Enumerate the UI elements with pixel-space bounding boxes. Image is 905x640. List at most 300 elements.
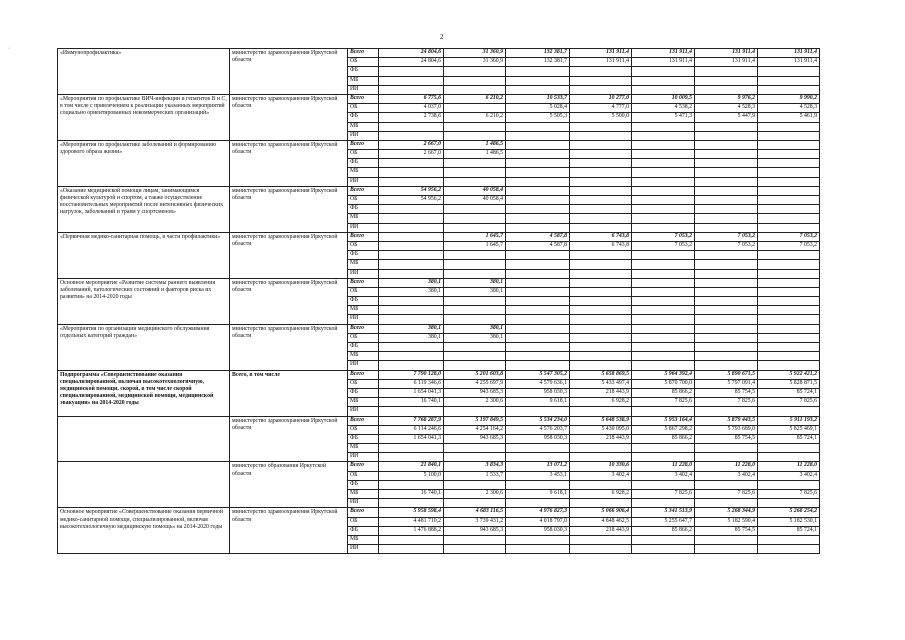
- amount-cell: [632, 407, 695, 416]
- amount-cell: [379, 241, 444, 250]
- funding-source-cell: ОБ: [348, 58, 379, 67]
- amount-cell: [695, 159, 758, 168]
- table-row: [58, 94, 820, 103]
- amount-cell: [379, 177, 444, 186]
- funding-source-cell: МБ: [348, 214, 379, 223]
- amount-cell: [444, 444, 506, 453]
- budget-table: [57, 48, 820, 554]
- amount-cell: 5 879 443,5: [695, 416, 758, 425]
- funding-source-cell: МБ: [348, 306, 379, 315]
- executor-cell: министерство здравоохранения Иркутской области: [230, 140, 348, 186]
- amount-cell: 5 433 497,4: [570, 379, 632, 388]
- amount-cell: [444, 407, 506, 416]
- amount-cell: [758, 361, 820, 370]
- amount-cell: [570, 324, 632, 333]
- amount-cell: 131 911,4: [570, 49, 632, 58]
- amount-cell: 5 066 906,4: [570, 508, 632, 517]
- amount-cell: [632, 85, 695, 94]
- amount-cell: [570, 168, 632, 177]
- amount-cell: [379, 343, 444, 352]
- amount-cell: [695, 168, 758, 177]
- amount-cell: 958 030,3: [506, 388, 570, 397]
- amount-cell: 5 922 421,2: [758, 370, 820, 379]
- amount-cell: 6 775,6: [379, 94, 444, 103]
- amount-cell: 6 210,2: [444, 94, 506, 103]
- amount-cell: 2 667,0: [379, 150, 444, 159]
- amount-cell: 4 777,0: [570, 104, 632, 113]
- amount-cell: [632, 535, 695, 544]
- amount-cell: 6 928,2: [570, 398, 632, 407]
- amount-cell: 7 053,2: [758, 232, 820, 241]
- amount-cell: [506, 140, 570, 149]
- amount-cell: [506, 85, 570, 94]
- amount-cell: [695, 131, 758, 140]
- funding-source-cell: ОБ: [348, 517, 379, 526]
- amount-cell: [444, 251, 506, 260]
- amount-cell: [570, 131, 632, 140]
- amount-cell: 40 058,4: [444, 186, 506, 195]
- amount-cell: [695, 315, 758, 324]
- amount-cell: [695, 352, 758, 361]
- amount-cell: [570, 177, 632, 186]
- amount-cell: [506, 343, 570, 352]
- amount-cell: [570, 361, 632, 370]
- funding-source-cell: МБ: [348, 352, 379, 361]
- amount-cell: 5 911 193,2: [758, 416, 820, 425]
- amount-cell: 6 119 346,6: [379, 379, 444, 388]
- amount-cell: [570, 480, 632, 489]
- amount-cell: 5 964 392,4: [632, 370, 695, 379]
- amount-cell: [379, 407, 444, 416]
- amount-cell: [758, 287, 820, 296]
- amount-cell: 4 255 697,9: [444, 379, 506, 388]
- funding-source-cell: ИИ: [348, 361, 379, 370]
- amount-cell: [758, 223, 820, 232]
- executor-cell: министерство здравоохранения Иркутской области: [230, 508, 348, 554]
- amount-cell: [506, 205, 570, 214]
- amount-cell: 1 645,7: [444, 232, 506, 241]
- funding-source-cell: Всего: [348, 462, 379, 471]
- amount-cell: 380,1: [379, 287, 444, 296]
- amount-cell: [632, 150, 695, 159]
- amount-cell: [632, 168, 695, 177]
- amount-cell: 2 300,6: [444, 490, 506, 499]
- amount-cell: [632, 499, 695, 508]
- measure-name-cell: Подпрограмма «Совершенствование оказания специализированной, включая высокотехнологичную, медицинской помощи, скорой, в том числе скорой специализированной, медицинской помощи, медицинской эвакуации» на 2014-2020 годы: [58, 370, 230, 416]
- amount-cell: 7 053,2: [632, 232, 695, 241]
- amount-cell: [444, 223, 506, 232]
- amount-cell: 943 685,3: [444, 388, 506, 397]
- amount-cell: [506, 177, 570, 186]
- amount-cell: 7 825,6: [758, 398, 820, 407]
- amount-cell: [695, 76, 758, 85]
- amount-cell: [632, 196, 695, 205]
- amount-cell: 4 579 636,1: [506, 379, 570, 388]
- amount-cell: [758, 76, 820, 85]
- amount-cell: 7 053,2: [632, 241, 695, 250]
- amount-cell: 10 277,0: [570, 94, 632, 103]
- amount-cell: [444, 260, 506, 269]
- measure-name-cell: «Мероприятия по профилактике ВИЧ-инфекции и гепатитов В и С, в том числе с привлечением к реализации указанных мероприятий социально ориентированных некоммерческих организаций»: [58, 94, 230, 140]
- amount-cell: [506, 444, 570, 453]
- amount-cell: [444, 214, 506, 223]
- amount-cell: [632, 269, 695, 278]
- funding-source-cell: ОБ: [348, 241, 379, 250]
- amount-cell: [444, 535, 506, 544]
- amount-cell: 16 740,1: [379, 398, 444, 407]
- amount-cell: [444, 269, 506, 278]
- amount-cell: [758, 140, 820, 149]
- amount-cell: 6 210,2: [444, 113, 506, 122]
- funding-source-cell: ИИ: [348, 85, 379, 94]
- amount-cell: 218 443,9: [570, 434, 632, 443]
- amount-cell: [570, 122, 632, 131]
- amount-cell: 5 867 298,2: [632, 425, 695, 434]
- amount-cell: [506, 214, 570, 223]
- amount-cell: [444, 306, 506, 315]
- amount-cell: [379, 223, 444, 232]
- measure-name-cell: Основное мероприятие «Совершенствование оказания первичной медико-санитарной помощи, специализированной, включая высокотехнологичную медицинскую помощь» на 2014-2020 годы: [58, 508, 230, 554]
- amount-cell: [570, 306, 632, 315]
- amount-cell: 11 228,0: [758, 462, 820, 471]
- amount-cell: 5 890 671,5: [695, 370, 758, 379]
- amount-cell: [632, 352, 695, 361]
- amount-cell: 943 685,3: [444, 434, 506, 443]
- amount-cell: [506, 223, 570, 232]
- amount-cell: 9 618,1: [506, 398, 570, 407]
- amount-cell: [758, 67, 820, 76]
- amount-cell: [506, 306, 570, 315]
- funding-source-cell: ФБ: [348, 297, 379, 306]
- amount-cell: [379, 214, 444, 223]
- amount-cell: 380,1: [444, 333, 506, 342]
- amount-cell: 131 911,4: [632, 58, 695, 67]
- amount-cell: [506, 545, 570, 554]
- amount-cell: 7 768 287,9: [379, 416, 444, 425]
- amount-cell: [506, 324, 570, 333]
- amount-cell: [506, 122, 570, 131]
- amount-cell: [758, 315, 820, 324]
- amount-cell: [632, 76, 695, 85]
- amount-cell: [570, 407, 632, 416]
- amount-cell: 132 381,7: [506, 58, 570, 67]
- funding-source-cell: Всего: [348, 49, 379, 58]
- funding-source-cell: ОБ: [348, 196, 379, 205]
- amount-cell: 2 738,6: [379, 113, 444, 122]
- amount-cell: 85 724,1: [758, 388, 820, 397]
- amount-cell: [632, 159, 695, 168]
- amount-cell: [632, 205, 695, 214]
- amount-cell: 6 928,2: [570, 490, 632, 499]
- amount-cell: 10 330,6: [570, 462, 632, 471]
- amount-cell: [570, 76, 632, 85]
- table-row: [58, 49, 820, 58]
- amount-cell: [506, 480, 570, 489]
- amount-cell: [444, 76, 506, 85]
- amount-cell: [570, 196, 632, 205]
- amount-cell: [758, 407, 820, 416]
- funding-source-cell: ИИ: [348, 269, 379, 278]
- amount-cell: [695, 67, 758, 76]
- amount-cell: 5 268 254,2: [758, 508, 820, 517]
- amount-cell: [758, 453, 820, 462]
- amount-cell: 5 182 590,4: [695, 517, 758, 526]
- amount-cell: [379, 361, 444, 370]
- amount-cell: [444, 499, 506, 508]
- amount-cell: 131 911,4: [570, 58, 632, 67]
- amount-cell: [570, 251, 632, 260]
- executor-cell: министерство здравоохранения Иркутской области: [230, 49, 348, 95]
- amount-cell: [570, 287, 632, 296]
- amount-cell: [506, 535, 570, 544]
- funding-source-cell: ОБ: [348, 150, 379, 159]
- table-row: [58, 508, 820, 517]
- amount-cell: [758, 324, 820, 333]
- amount-cell: [506, 67, 570, 76]
- amount-cell: [506, 196, 570, 205]
- measure-name-cell: «Мероприятия по профилактике заболеваний и формированию здорового образа жизни»: [58, 140, 230, 186]
- amount-cell: 6 743,8: [570, 241, 632, 250]
- amount-cell: 54 956,2: [379, 196, 444, 205]
- measure-name-cell: Основное мероприятие «Развитие системы раннего выявления заболеваний, патологических состояний и факторов риска их развития» на 2014-2020 годы: [58, 278, 230, 324]
- amount-cell: [444, 361, 506, 370]
- amount-cell: [570, 499, 632, 508]
- amount-cell: [570, 159, 632, 168]
- amount-cell: 958 030,3: [506, 526, 570, 535]
- amount-cell: [506, 168, 570, 177]
- measure-name-cell: «Первичная медико-санитарная помощь, в части профилактики»: [58, 232, 230, 278]
- amount-cell: [758, 333, 820, 342]
- amount-cell: [695, 205, 758, 214]
- amount-cell: [506, 499, 570, 508]
- amount-cell: [506, 186, 570, 195]
- amount-cell: [444, 205, 506, 214]
- amount-cell: 5 100,0: [379, 471, 444, 480]
- funding-source-cell: ИИ: [348, 315, 379, 324]
- amount-cell: [758, 186, 820, 195]
- amount-cell: 380,1: [379, 333, 444, 342]
- amount-cell: 943 685,3: [444, 526, 506, 535]
- amount-cell: [379, 159, 444, 168]
- amount-cell: [758, 499, 820, 508]
- funding-source-cell: ИИ: [348, 407, 379, 416]
- funding-source-cell: МБ: [348, 398, 379, 407]
- amount-cell: [758, 278, 820, 287]
- amount-cell: [632, 67, 695, 76]
- amount-cell: [758, 535, 820, 544]
- amount-cell: 13 071,2: [506, 462, 570, 471]
- amount-cell: 380,1: [379, 278, 444, 287]
- amount-cell: 5 505,3: [506, 113, 570, 122]
- funding-source-cell: ФБ: [348, 159, 379, 168]
- amount-cell: 5 828 871,5: [758, 379, 820, 388]
- amount-cell: 54 956,2: [379, 186, 444, 195]
- amount-cell: 5 268 344,9: [695, 508, 758, 517]
- amount-cell: [570, 140, 632, 149]
- executor-cell: Всего, в том числе: [230, 370, 348, 416]
- amount-cell: 5 547 305,2: [506, 370, 570, 379]
- amount-cell: [758, 214, 820, 223]
- amount-cell: 1 486,5: [444, 140, 506, 149]
- funding-source-cell: Всего: [348, 278, 379, 287]
- funding-source-cell: Всего: [348, 94, 379, 103]
- amount-cell: [758, 306, 820, 315]
- amount-cell: 9 976,2: [695, 94, 758, 103]
- amount-cell: [506, 453, 570, 462]
- amount-cell: 31 360,9: [444, 58, 506, 67]
- amount-cell: 3 453,1: [506, 471, 570, 480]
- amount-cell: [570, 223, 632, 232]
- funding-source-cell: ОБ: [348, 471, 379, 480]
- table-row: [58, 186, 820, 195]
- amount-cell: [570, 343, 632, 352]
- amount-cell: 5 500,0: [570, 113, 632, 122]
- funding-source-cell: МБ: [348, 76, 379, 85]
- amount-cell: [758, 122, 820, 131]
- funding-source-cell: ФБ: [348, 434, 379, 443]
- funding-source-cell: ИИ: [348, 177, 379, 186]
- amount-cell: [632, 444, 695, 453]
- funding-source-cell: ФБ: [348, 205, 379, 214]
- amount-cell: 85 866,2: [632, 526, 695, 535]
- amount-cell: [570, 297, 632, 306]
- amount-cell: [632, 122, 695, 131]
- amount-cell: [695, 150, 758, 159]
- amount-cell: [632, 278, 695, 287]
- amount-cell: [632, 223, 695, 232]
- amount-cell: [379, 545, 444, 554]
- amount-cell: [632, 306, 695, 315]
- amount-cell: [506, 287, 570, 296]
- amount-cell: 7 825,6: [632, 398, 695, 407]
- amount-cell: 3 402,4: [695, 471, 758, 480]
- amount-cell: [632, 131, 695, 140]
- funding-source-cell: ИИ: [348, 131, 379, 140]
- funding-source-cell: ИИ: [348, 499, 379, 508]
- amount-cell: [695, 177, 758, 186]
- amount-cell: 4 848 462,5: [570, 517, 632, 526]
- funding-source-cell: ФБ: [348, 480, 379, 489]
- amount-cell: 85 754,5: [695, 388, 758, 397]
- amount-cell: 4 528,3: [695, 104, 758, 113]
- amount-cell: [632, 186, 695, 195]
- amount-cell: 958 030,3: [506, 434, 570, 443]
- table-row: [58, 324, 820, 333]
- amount-cell: 5 953 164,4: [632, 416, 695, 425]
- amount-cell: 5 534 234,0: [506, 416, 570, 425]
- amount-cell: [695, 324, 758, 333]
- funding-source-cell: Всего: [348, 232, 379, 241]
- funding-source-cell: ОБ: [348, 425, 379, 434]
- executor-cell: министерство здравоохранения Иркутской области: [230, 278, 348, 324]
- amount-cell: 131 911,4: [695, 58, 758, 67]
- funding-source-cell: МБ: [348, 535, 379, 544]
- amount-cell: 4 587,8: [506, 232, 570, 241]
- funding-source-cell: ОБ: [348, 379, 379, 388]
- amount-cell: [379, 306, 444, 315]
- amount-cell: [570, 205, 632, 214]
- amount-cell: [758, 85, 820, 94]
- amount-cell: 9 618,1: [506, 490, 570, 499]
- amount-cell: [695, 196, 758, 205]
- amount-cell: [570, 186, 632, 195]
- amount-cell: [632, 545, 695, 554]
- executor-cell: министерство здравоохранения Иркутской области: [230, 416, 348, 462]
- amount-cell: 7 825,6: [695, 398, 758, 407]
- amount-cell: [444, 168, 506, 177]
- amount-cell: [570, 150, 632, 159]
- amount-cell: [758, 297, 820, 306]
- amount-cell: [570, 444, 632, 453]
- amount-cell: [444, 315, 506, 324]
- funding-source-cell: ОБ: [348, 104, 379, 113]
- amount-cell: [506, 333, 570, 342]
- amount-cell: [506, 315, 570, 324]
- amount-cell: 9 990,2: [758, 94, 820, 103]
- amount-cell: 5 797 091,4: [695, 379, 758, 388]
- amount-cell: [695, 333, 758, 342]
- amount-cell: [379, 122, 444, 131]
- amount-cell: 5 648 538,9: [570, 416, 632, 425]
- amount-cell: [379, 453, 444, 462]
- amount-cell: 4 254 164,2: [444, 425, 506, 434]
- amount-cell: [444, 104, 506, 113]
- amount-cell: [570, 278, 632, 287]
- corner-mark: ·: [8, 46, 10, 52]
- amount-cell: [695, 278, 758, 287]
- amount-cell: 5 825 469,1: [758, 425, 820, 434]
- amount-cell: 380,1: [379, 324, 444, 333]
- amount-cell: 4 587,8: [506, 241, 570, 250]
- amount-cell: [379, 85, 444, 94]
- amount-cell: [695, 214, 758, 223]
- amount-cell: [632, 315, 695, 324]
- amount-cell: 1 654 041,3: [379, 388, 444, 397]
- amount-cell: [379, 315, 444, 324]
- amount-cell: 4 683 116,5: [444, 508, 506, 517]
- amount-cell: [506, 150, 570, 159]
- funding-source-cell: Всего: [348, 186, 379, 195]
- amount-cell: 7 825,6: [695, 490, 758, 499]
- amount-cell: [632, 297, 695, 306]
- measure-name-cell: «Иммунопрофилактика»: [58, 49, 230, 95]
- amount-cell: 2 300,6: [444, 398, 506, 407]
- executor-cell: министерство здравоохранения Иркутской области: [230, 324, 348, 370]
- funding-source-cell: ФБ: [348, 113, 379, 122]
- amount-cell: [379, 168, 444, 177]
- table-row: [58, 232, 820, 241]
- amount-cell: 85 866,2: [632, 434, 695, 443]
- amount-cell: [632, 343, 695, 352]
- funding-source-cell: МБ: [348, 168, 379, 177]
- amount-cell: 10 009,5: [632, 94, 695, 103]
- amount-cell: [758, 480, 820, 489]
- amount-cell: [632, 361, 695, 370]
- amount-cell: 2 667,0: [379, 140, 444, 149]
- table-row: [58, 462, 820, 471]
- amount-cell: 4 037,0: [379, 104, 444, 113]
- amount-cell: [695, 343, 758, 352]
- amount-cell: 85 754,5: [695, 526, 758, 535]
- amount-cell: [379, 535, 444, 544]
- amount-cell: [632, 333, 695, 342]
- amount-cell: 7 053,2: [695, 241, 758, 250]
- amount-cell: 6 743,8: [570, 232, 632, 241]
- amount-cell: [758, 150, 820, 159]
- amount-cell: [695, 444, 758, 453]
- amount-cell: 1 645,7: [444, 241, 506, 250]
- amount-cell: [695, 361, 758, 370]
